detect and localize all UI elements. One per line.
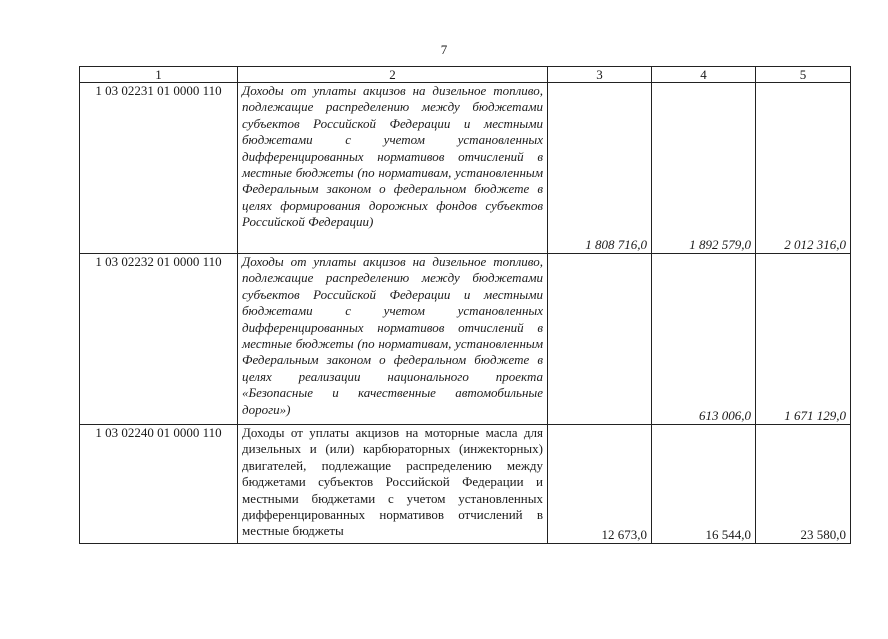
value-col3-cell — [548, 254, 652, 425]
table-row — [80, 83, 851, 254]
value-col5-cell: 23 580,0 — [756, 425, 851, 544]
value-col3-cell: 1 808 716,0 — [548, 83, 652, 254]
column-header-2: 2 — [238, 67, 548, 83]
value-col4-cell: 613 006,0 — [652, 254, 756, 425]
value-col4-cell: 1 892 579,0 — [652, 83, 756, 254]
page-number: 7 — [440, 42, 448, 57]
description-cell: Доходы от уплаты акцизов на дизельное топливо, подлежащие распределению между бюджетами субъектов Российской Федерации и местными бюджетами с учетом установленных дифференцированных нормативов отчислений в местные бюджеты (по нормативам, установленным Федеральным законом о федеральном бюджете в целях формирования дорожных фондов субъектов Российской Федерации) — [238, 83, 548, 254]
revenue-table — [79, 66, 851, 544]
value-col3-cell: 12 673,0 — [548, 425, 652, 544]
budget-code-cell: 1 03 02240 01 0000 110 — [80, 425, 238, 544]
value-col5-cell: 1 671 129,0 — [756, 254, 851, 425]
description-cell: Доходы от уплаты акцизов на дизельное топливо, подлежащие распределению между бюджетами субъектов Российской Федерации и местными бюджетами с учетом установленных дифференцированных нормативов отчислений в местные бюджеты (по нормативам, установленным Федеральным законом о федеральном бюджете в целях реализации национального проекта «Безопасные и качественные автомобильные дороги») — [238, 254, 548, 425]
column-header-5: 5 — [756, 67, 851, 83]
budget-code-cell: 1 03 02231 01 0000 110 — [80, 83, 238, 254]
column-header-1: 1 — [80, 67, 238, 83]
description-cell: Доходы от уплаты акцизов на моторные масла для дизельных и (или) карбюраторных (инжекторных) двигателей, подлежащие распределению между бюджетами субъектов Российской Федерации и местными бюджетами с учетом установленных дифференцированных нормативов отчислений в местные бюджеты — [238, 425, 548, 544]
column-header-3: 3 — [548, 67, 652, 83]
value-col4-cell: 16 544,0 — [652, 425, 756, 544]
column-header-4: 4 — [652, 67, 756, 83]
table-row — [80, 425, 851, 544]
table-row — [80, 254, 851, 425]
budget-code-cell: 1 03 02232 01 0000 110 — [80, 254, 238, 425]
table-header-row — [80, 67, 851, 83]
value-col5-cell: 2 012 316,0 — [756, 83, 851, 254]
